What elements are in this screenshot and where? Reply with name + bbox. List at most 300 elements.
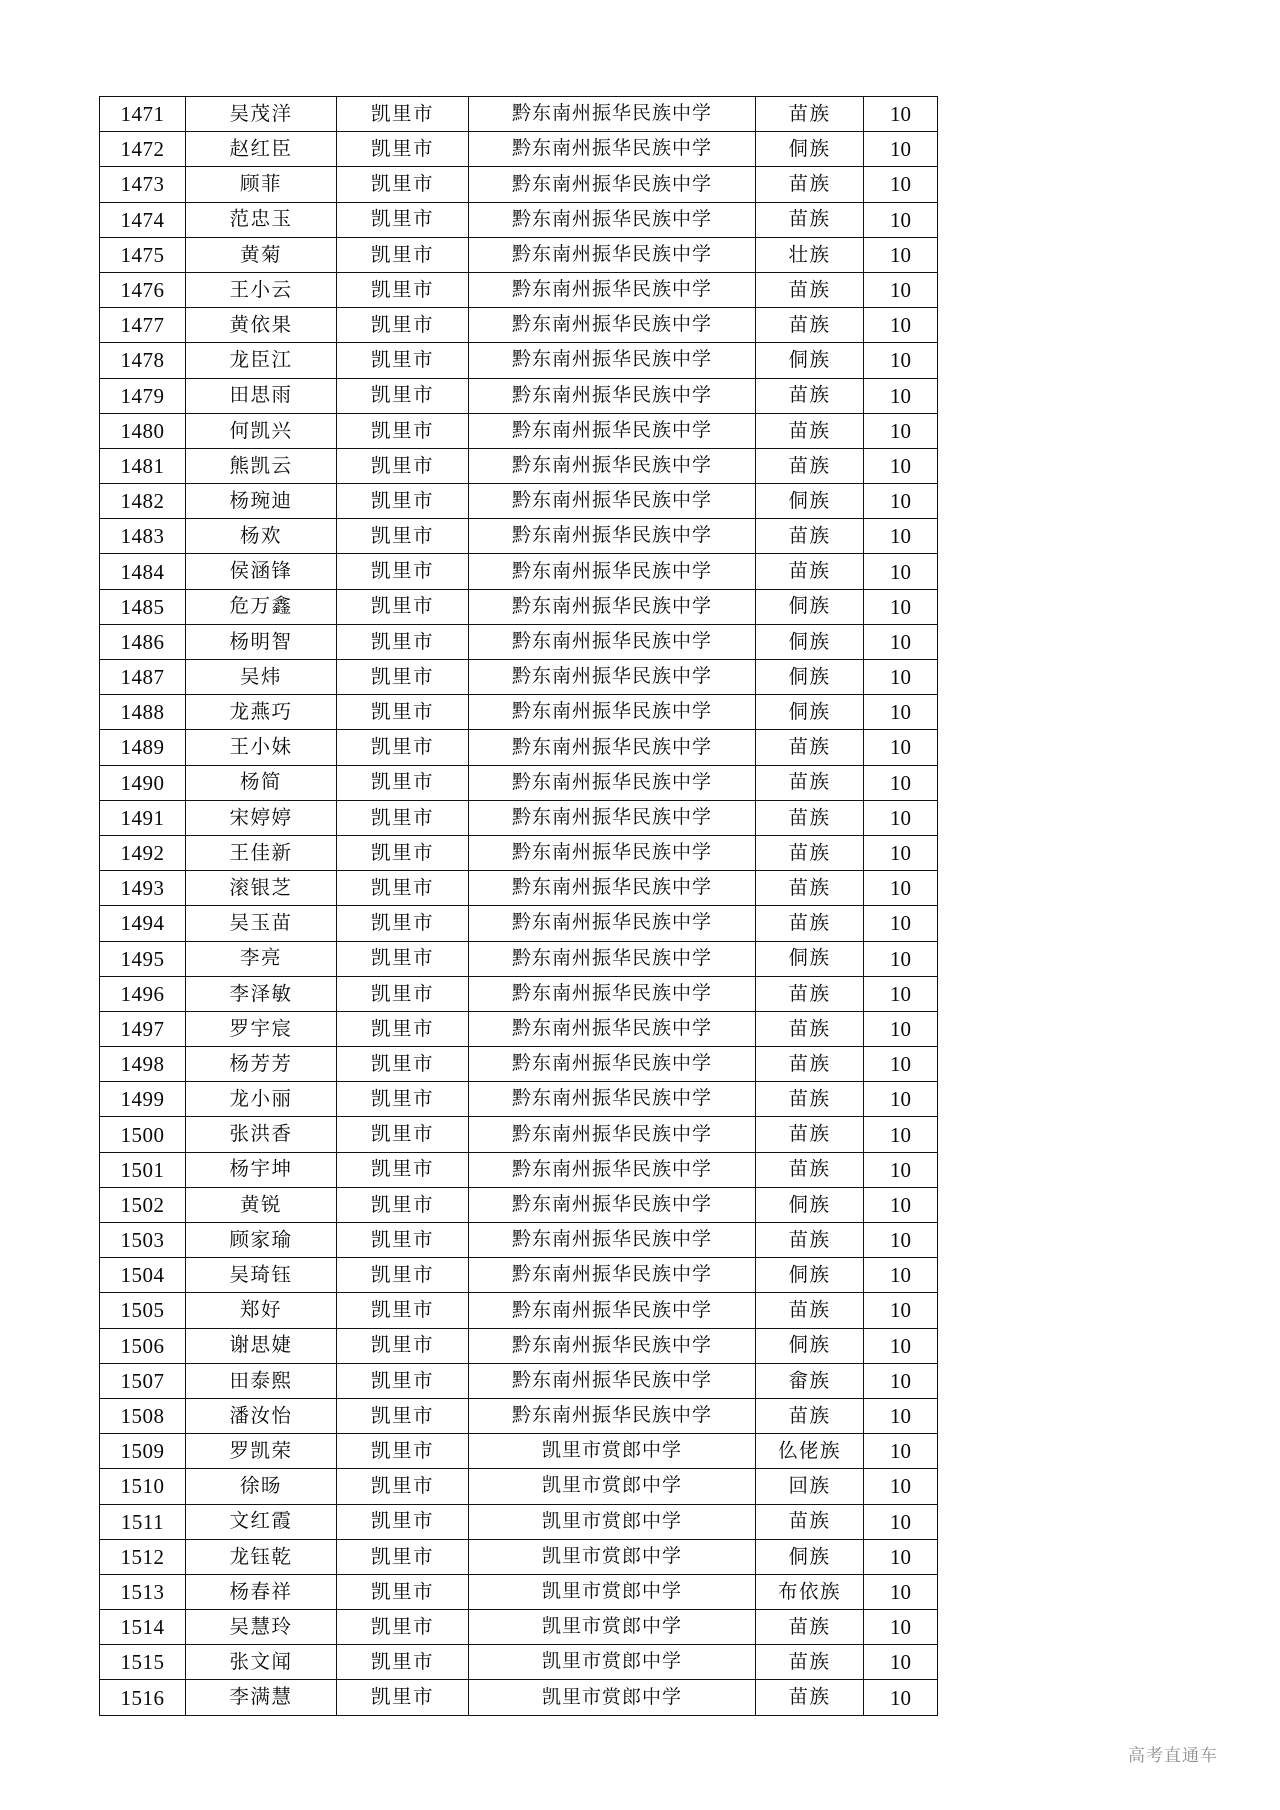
cell-bonus-score: 10 <box>864 941 938 976</box>
table-row <box>100 378 938 413</box>
cell-ethnicity: 苗族 <box>756 1398 864 1433</box>
cell-student-name: 何凯兴 <box>186 413 337 448</box>
cell-bonus-score: 10 <box>864 554 938 589</box>
cell-student-name: 文红霞 <box>186 1504 337 1539</box>
cell-sequence-number: 1497 <box>100 1011 186 1046</box>
table-row <box>100 1152 938 1187</box>
cell-county: 凯里市 <box>337 941 469 976</box>
cell-ethnicity: 畲族 <box>756 1363 864 1398</box>
cell-bonus-score: 10 <box>864 272 938 307</box>
cell-sequence-number: 1486 <box>100 624 186 659</box>
cell-ethnicity: 侗族 <box>756 1328 864 1363</box>
cell-county: 凯里市 <box>337 343 469 378</box>
cell-bonus-score: 10 <box>864 308 938 343</box>
table-row <box>100 1082 938 1117</box>
cell-bonus-score: 10 <box>864 448 938 483</box>
cell-bonus-score: 10 <box>864 343 938 378</box>
cell-ethnicity: 苗族 <box>756 871 864 906</box>
cell-ethnicity: 苗族 <box>756 167 864 202</box>
cell-county: 凯里市 <box>337 132 469 167</box>
table-row <box>100 1469 938 1504</box>
cell-sequence-number: 1507 <box>100 1363 186 1398</box>
cell-sequence-number: 1495 <box>100 941 186 976</box>
cell-county: 凯里市 <box>337 308 469 343</box>
cell-bonus-score: 10 <box>864 1223 938 1258</box>
cell-student-name: 谢思婕 <box>186 1328 337 1363</box>
cell-student-name: 危万鑫 <box>186 589 337 624</box>
cell-sequence-number: 1509 <box>100 1434 186 1469</box>
cell-school: 黔东南州振华民族中学 <box>469 1047 756 1082</box>
table-row <box>100 1328 938 1363</box>
cell-sequence-number: 1476 <box>100 272 186 307</box>
cell-county: 凯里市 <box>337 1047 469 1082</box>
cell-student-name: 杨芳芳 <box>186 1047 337 1082</box>
cell-ethnicity: 苗族 <box>756 800 864 835</box>
cell-student-name: 罗凯荣 <box>186 1434 337 1469</box>
cell-county: 凯里市 <box>337 1504 469 1539</box>
cell-school: 黔东南州振华民族中学 <box>469 800 756 835</box>
cell-bonus-score: 10 <box>864 1117 938 1152</box>
cell-student-name: 郑好 <box>186 1293 337 1328</box>
table-row <box>100 660 938 695</box>
cell-sequence-number: 1475 <box>100 237 186 272</box>
table-row <box>100 1645 938 1680</box>
cell-bonus-score: 10 <box>864 1539 938 1574</box>
cell-bonus-score: 10 <box>864 1363 938 1398</box>
cell-school: 黔东南州振华民族中学 <box>469 660 756 695</box>
cell-school: 黔东南州振华民族中学 <box>469 554 756 589</box>
cell-county: 凯里市 <box>337 1645 469 1680</box>
cell-sequence-number: 1494 <box>100 906 186 941</box>
cell-sequence-number: 1473 <box>100 167 186 202</box>
cell-ethnicity: 苗族 <box>756 1082 864 1117</box>
cell-school: 黔东南州振华民族中学 <box>469 1293 756 1328</box>
cell-school: 凯里市赏郎中学 <box>469 1469 756 1504</box>
cell-student-name: 田思雨 <box>186 378 337 413</box>
cell-school: 黔东南州振华民族中学 <box>469 1011 756 1046</box>
cell-sequence-number: 1510 <box>100 1469 186 1504</box>
cell-ethnicity: 苗族 <box>756 906 864 941</box>
cell-county: 凯里市 <box>337 1469 469 1504</box>
watermark-label: 高考直通车 <box>1128 1746 1218 1766</box>
cell-county: 凯里市 <box>337 1539 469 1574</box>
cell-student-name: 徐旸 <box>186 1469 337 1504</box>
cell-sequence-number: 1508 <box>100 1398 186 1433</box>
cell-school: 黔东南州振华民族中学 <box>469 1363 756 1398</box>
cell-ethnicity: 苗族 <box>756 1645 864 1680</box>
cell-ethnicity: 侗族 <box>756 343 864 378</box>
cell-ethnicity: 布依族 <box>756 1574 864 1609</box>
cell-student-name: 杨明智 <box>186 624 337 659</box>
cell-sequence-number: 1511 <box>100 1504 186 1539</box>
cell-school: 黔东南州振华民族中学 <box>469 976 756 1011</box>
candidate-bonus-points-table <box>99 96 938 1716</box>
cell-school: 黔东南州振华民族中学 <box>469 589 756 624</box>
cell-sequence-number: 1474 <box>100 202 186 237</box>
cell-county: 凯里市 <box>337 97 469 132</box>
cell-student-name: 范忠玉 <box>186 202 337 237</box>
cell-ethnicity: 侗族 <box>756 1539 864 1574</box>
cell-student-name: 杨简 <box>186 765 337 800</box>
cell-bonus-score: 10 <box>864 1047 938 1082</box>
cell-school: 凯里市赏郎中学 <box>469 1610 756 1645</box>
cell-school: 凯里市赏郎中学 <box>469 1434 756 1469</box>
cell-county: 凯里市 <box>337 1011 469 1046</box>
cell-county: 凯里市 <box>337 237 469 272</box>
cell-county: 凯里市 <box>337 871 469 906</box>
cell-sequence-number: 1489 <box>100 730 186 765</box>
cell-school: 黔东南州振华民族中学 <box>469 484 756 519</box>
cell-ethnicity: 苗族 <box>756 1223 864 1258</box>
cell-student-name: 熊凯云 <box>186 448 337 483</box>
cell-county: 凯里市 <box>337 730 469 765</box>
cell-bonus-score: 10 <box>864 97 938 132</box>
cell-bonus-score: 10 <box>864 1258 938 1293</box>
cell-school: 黔东南州振华民族中学 <box>469 167 756 202</box>
cell-student-name: 杨宇坤 <box>186 1152 337 1187</box>
cell-student-name: 吴琦钰 <box>186 1258 337 1293</box>
cell-student-name: 潘汝怡 <box>186 1398 337 1433</box>
cell-sequence-number: 1483 <box>100 519 186 554</box>
cell-sequence-number: 1493 <box>100 871 186 906</box>
cell-bonus-score: 10 <box>864 624 938 659</box>
cell-student-name: 王小妹 <box>186 730 337 765</box>
cell-school: 黔东南州振华民族中学 <box>469 132 756 167</box>
cell-sequence-number: 1512 <box>100 1539 186 1574</box>
cell-bonus-score: 10 <box>864 1293 938 1328</box>
cell-school: 黔东南州振华民族中学 <box>469 378 756 413</box>
cell-student-name: 张洪香 <box>186 1117 337 1152</box>
table-row <box>100 1398 938 1433</box>
cell-county: 凯里市 <box>337 800 469 835</box>
roster-table-body <box>100 97 938 1716</box>
cell-school: 黔东南州振华民族中学 <box>469 448 756 483</box>
cell-ethnicity: 侗族 <box>756 941 864 976</box>
cell-sequence-number: 1501 <box>100 1152 186 1187</box>
cell-ethnicity: 苗族 <box>756 202 864 237</box>
cell-student-name: 顾家瑜 <box>186 1223 337 1258</box>
cell-bonus-score: 10 <box>864 660 938 695</box>
cell-student-name: 张文闻 <box>186 1645 337 1680</box>
cell-school: 黔东南州振华民族中学 <box>469 202 756 237</box>
cell-ethnicity: 苗族 <box>756 97 864 132</box>
cell-bonus-score: 10 <box>864 484 938 519</box>
cell-county: 凯里市 <box>337 1082 469 1117</box>
cell-school: 黔东南州振华民族中学 <box>469 97 756 132</box>
cell-bonus-score: 10 <box>864 589 938 624</box>
cell-student-name: 杨欢 <box>186 519 337 554</box>
cell-ethnicity: 壮族 <box>756 237 864 272</box>
table-row <box>100 1011 938 1046</box>
cell-student-name: 宋婷婷 <box>186 800 337 835</box>
cell-sequence-number: 1505 <box>100 1293 186 1328</box>
cell-sequence-number: 1487 <box>100 660 186 695</box>
table-row <box>100 167 938 202</box>
cell-ethnicity: 侗族 <box>756 589 864 624</box>
table-row <box>100 941 938 976</box>
cell-ethnicity: 苗族 <box>756 413 864 448</box>
table-row <box>100 237 938 272</box>
cell-ethnicity: 苗族 <box>756 1293 864 1328</box>
cell-sequence-number: 1516 <box>100 1680 186 1715</box>
table-row <box>100 624 938 659</box>
cell-county: 凯里市 <box>337 1574 469 1609</box>
cell-county: 凯里市 <box>337 835 469 870</box>
cell-ethnicity: 苗族 <box>756 554 864 589</box>
cell-county: 凯里市 <box>337 1258 469 1293</box>
cell-school: 黔东南州振华民族中学 <box>469 730 756 765</box>
cell-county: 凯里市 <box>337 589 469 624</box>
cell-county: 凯里市 <box>337 1328 469 1363</box>
cell-bonus-score: 10 <box>864 871 938 906</box>
cell-student-name: 杨琬迪 <box>186 484 337 519</box>
cell-ethnicity: 侗族 <box>756 1258 864 1293</box>
cell-bonus-score: 10 <box>864 835 938 870</box>
cell-county: 凯里市 <box>337 1610 469 1645</box>
cell-county: 凯里市 <box>337 1187 469 1222</box>
cell-county: 凯里市 <box>337 1223 469 1258</box>
cell-school: 黔东南州振华民族中学 <box>469 1328 756 1363</box>
cell-sequence-number: 1513 <box>100 1574 186 1609</box>
table-row <box>100 1363 938 1398</box>
cell-student-name: 侯涵锋 <box>186 554 337 589</box>
cell-school: 黔东南州振华民族中学 <box>469 1117 756 1152</box>
table-row <box>100 730 938 765</box>
cell-sequence-number: 1471 <box>100 97 186 132</box>
cell-school: 黔东南州振华民族中学 <box>469 308 756 343</box>
cell-bonus-score: 10 <box>864 1610 938 1645</box>
cell-sequence-number: 1496 <box>100 976 186 1011</box>
cell-school: 凯里市赏郎中学 <box>469 1504 756 1539</box>
cell-school: 凯里市赏郎中学 <box>469 1645 756 1680</box>
cell-sequence-number: 1506 <box>100 1328 186 1363</box>
cell-bonus-score: 10 <box>864 906 938 941</box>
cell-ethnicity: 苗族 <box>756 976 864 1011</box>
table-row <box>100 272 938 307</box>
cell-sequence-number: 1479 <box>100 378 186 413</box>
cell-student-name: 龙小丽 <box>186 1082 337 1117</box>
cell-sequence-number: 1504 <box>100 1258 186 1293</box>
cell-bonus-score: 10 <box>864 378 938 413</box>
cell-school: 黔东南州振华民族中学 <box>469 1082 756 1117</box>
cell-student-name: 吴茂洋 <box>186 97 337 132</box>
cell-school: 黔东南州振华民族中学 <box>469 941 756 976</box>
cell-ethnicity: 侗族 <box>756 695 864 730</box>
cell-ethnicity: 苗族 <box>756 1117 864 1152</box>
table-row <box>100 906 938 941</box>
table-row <box>100 97 938 132</box>
cell-sequence-number: 1481 <box>100 448 186 483</box>
cell-bonus-score: 10 <box>864 695 938 730</box>
cell-bonus-score: 10 <box>864 976 938 1011</box>
cell-bonus-score: 10 <box>864 1187 938 1222</box>
cell-ethnicity: 侗族 <box>756 624 864 659</box>
cell-school: 黔东南州振华民族中学 <box>469 1398 756 1433</box>
cell-student-name: 黄锐 <box>186 1187 337 1222</box>
cell-county: 凯里市 <box>337 976 469 1011</box>
cell-school: 黔东南州振华民族中学 <box>469 906 756 941</box>
cell-county: 凯里市 <box>337 660 469 695</box>
cell-bonus-score: 10 <box>864 237 938 272</box>
cell-ethnicity: 苗族 <box>756 378 864 413</box>
cell-student-name: 李满慧 <box>186 1680 337 1715</box>
cell-ethnicity: 苗族 <box>756 765 864 800</box>
table-row <box>100 1047 938 1082</box>
table-row <box>100 1293 938 1328</box>
cell-county: 凯里市 <box>337 202 469 237</box>
cell-bonus-score: 10 <box>864 1398 938 1433</box>
cell-sequence-number: 1477 <box>100 308 186 343</box>
cell-sequence-number: 1500 <box>100 1117 186 1152</box>
cell-sequence-number: 1491 <box>100 800 186 835</box>
table-row <box>100 1258 938 1293</box>
cell-school: 凯里市赏郎中学 <box>469 1574 756 1609</box>
cell-ethnicity: 侗族 <box>756 1187 864 1222</box>
table-row <box>100 695 938 730</box>
cell-county: 凯里市 <box>337 378 469 413</box>
cell-bonus-score: 10 <box>864 519 938 554</box>
cell-bonus-score: 10 <box>864 132 938 167</box>
cell-sequence-number: 1482 <box>100 484 186 519</box>
cell-student-name: 龙钰乾 <box>186 1539 337 1574</box>
table-row <box>100 589 938 624</box>
cell-bonus-score: 10 <box>864 1469 938 1504</box>
cell-school: 黔东南州振华民族中学 <box>469 871 756 906</box>
cell-ethnicity: 苗族 <box>756 1504 864 1539</box>
cell-ethnicity: 苗族 <box>756 308 864 343</box>
cell-school: 黔东南州振华民族中学 <box>469 835 756 870</box>
table-row <box>100 132 938 167</box>
cell-ethnicity: 回族 <box>756 1469 864 1504</box>
cell-student-name: 黄依果 <box>186 308 337 343</box>
cell-bonus-score: 10 <box>864 1434 938 1469</box>
cell-sequence-number: 1478 <box>100 343 186 378</box>
cell-sequence-number: 1488 <box>100 695 186 730</box>
cell-student-name: 田泰熙 <box>186 1363 337 1398</box>
cell-school: 黔东南州振华民族中学 <box>469 343 756 378</box>
table-row <box>100 976 938 1011</box>
cell-county: 凯里市 <box>337 484 469 519</box>
table-row <box>100 1504 938 1539</box>
cell-ethnicity: 苗族 <box>756 730 864 765</box>
cell-sequence-number: 1490 <box>100 765 186 800</box>
cell-student-name: 吴玉苗 <box>186 906 337 941</box>
cell-ethnicity: 苗族 <box>756 519 864 554</box>
cell-student-name: 罗宇宸 <box>186 1011 337 1046</box>
cell-sequence-number: 1485 <box>100 589 186 624</box>
cell-student-name: 杨春祥 <box>186 1574 337 1609</box>
cell-county: 凯里市 <box>337 1398 469 1433</box>
cell-bonus-score: 10 <box>864 730 938 765</box>
cell-county: 凯里市 <box>337 1680 469 1715</box>
cell-bonus-score: 10 <box>864 800 938 835</box>
cell-student-name: 黄菊 <box>186 237 337 272</box>
cell-ethnicity: 仫佬族 <box>756 1434 864 1469</box>
cell-county: 凯里市 <box>337 1293 469 1328</box>
cell-sequence-number: 1498 <box>100 1047 186 1082</box>
table-row <box>100 448 938 483</box>
table-row <box>100 835 938 870</box>
table-row <box>100 1117 938 1152</box>
cell-ethnicity: 苗族 <box>756 1152 864 1187</box>
table-row <box>100 1434 938 1469</box>
cell-bonus-score: 10 <box>864 1680 938 1715</box>
cell-student-name: 龙臣江 <box>186 343 337 378</box>
cell-sequence-number: 1492 <box>100 835 186 870</box>
cell-bonus-score: 10 <box>864 167 938 202</box>
cell-ethnicity: 苗族 <box>756 1610 864 1645</box>
cell-county: 凯里市 <box>337 272 469 307</box>
cell-school: 黔东南州振华民族中学 <box>469 1223 756 1258</box>
cell-school: 黔东南州振华民族中学 <box>469 1258 756 1293</box>
table-row <box>100 484 938 519</box>
cell-ethnicity: 苗族 <box>756 272 864 307</box>
cell-county: 凯里市 <box>337 519 469 554</box>
cell-bonus-score: 10 <box>864 1328 938 1363</box>
cell-student-name: 李泽敏 <box>186 976 337 1011</box>
cell-county: 凯里市 <box>337 1434 469 1469</box>
cell-student-name: 龙燕巧 <box>186 695 337 730</box>
cell-sequence-number: 1515 <box>100 1645 186 1680</box>
cell-county: 凯里市 <box>337 765 469 800</box>
cell-ethnicity: 侗族 <box>756 132 864 167</box>
table-row <box>100 1610 938 1645</box>
table-row <box>100 765 938 800</box>
cell-student-name: 王佳新 <box>186 835 337 870</box>
table-row <box>100 308 938 343</box>
cell-student-name: 吴炜 <box>186 660 337 695</box>
table-row <box>100 800 938 835</box>
cell-county: 凯里市 <box>337 624 469 659</box>
table-row <box>100 1187 938 1222</box>
cell-school: 黔东南州振华民族中学 <box>469 1187 756 1222</box>
cell-student-name: 顾菲 <box>186 167 337 202</box>
cell-school: 黔东南州振华民族中学 <box>469 695 756 730</box>
cell-bonus-score: 10 <box>864 202 938 237</box>
cell-ethnicity: 苗族 <box>756 448 864 483</box>
cell-sequence-number: 1484 <box>100 554 186 589</box>
cell-bonus-score: 10 <box>864 1504 938 1539</box>
cell-school: 黔东南州振华民族中学 <box>469 272 756 307</box>
cell-school: 黔东南州振华民族中学 <box>469 765 756 800</box>
cell-ethnicity: 苗族 <box>756 1011 864 1046</box>
table-row <box>100 1223 938 1258</box>
cell-ethnicity: 苗族 <box>756 1047 864 1082</box>
cell-school: 凯里市赏郎中学 <box>469 1539 756 1574</box>
cell-bonus-score: 10 <box>864 1152 938 1187</box>
cell-student-name: 滚银芝 <box>186 871 337 906</box>
table-row <box>100 1680 938 1715</box>
cell-county: 凯里市 <box>337 554 469 589</box>
cell-county: 凯里市 <box>337 1363 469 1398</box>
cell-bonus-score: 10 <box>864 1082 938 1117</box>
cell-bonus-score: 10 <box>864 1011 938 1046</box>
cell-bonus-score: 10 <box>864 765 938 800</box>
cell-ethnicity: 侗族 <box>756 484 864 519</box>
cell-county: 凯里市 <box>337 1117 469 1152</box>
cell-bonus-score: 10 <box>864 1574 938 1609</box>
cell-bonus-score: 10 <box>864 413 938 448</box>
table-row <box>100 554 938 589</box>
table-row <box>100 871 938 906</box>
cell-school: 黔东南州振华民族中学 <box>469 237 756 272</box>
cell-ethnicity: 苗族 <box>756 835 864 870</box>
table-row <box>100 202 938 237</box>
cell-sequence-number: 1514 <box>100 1610 186 1645</box>
table-row <box>100 413 938 448</box>
table-row <box>100 1574 938 1609</box>
cell-county: 凯里市 <box>337 167 469 202</box>
